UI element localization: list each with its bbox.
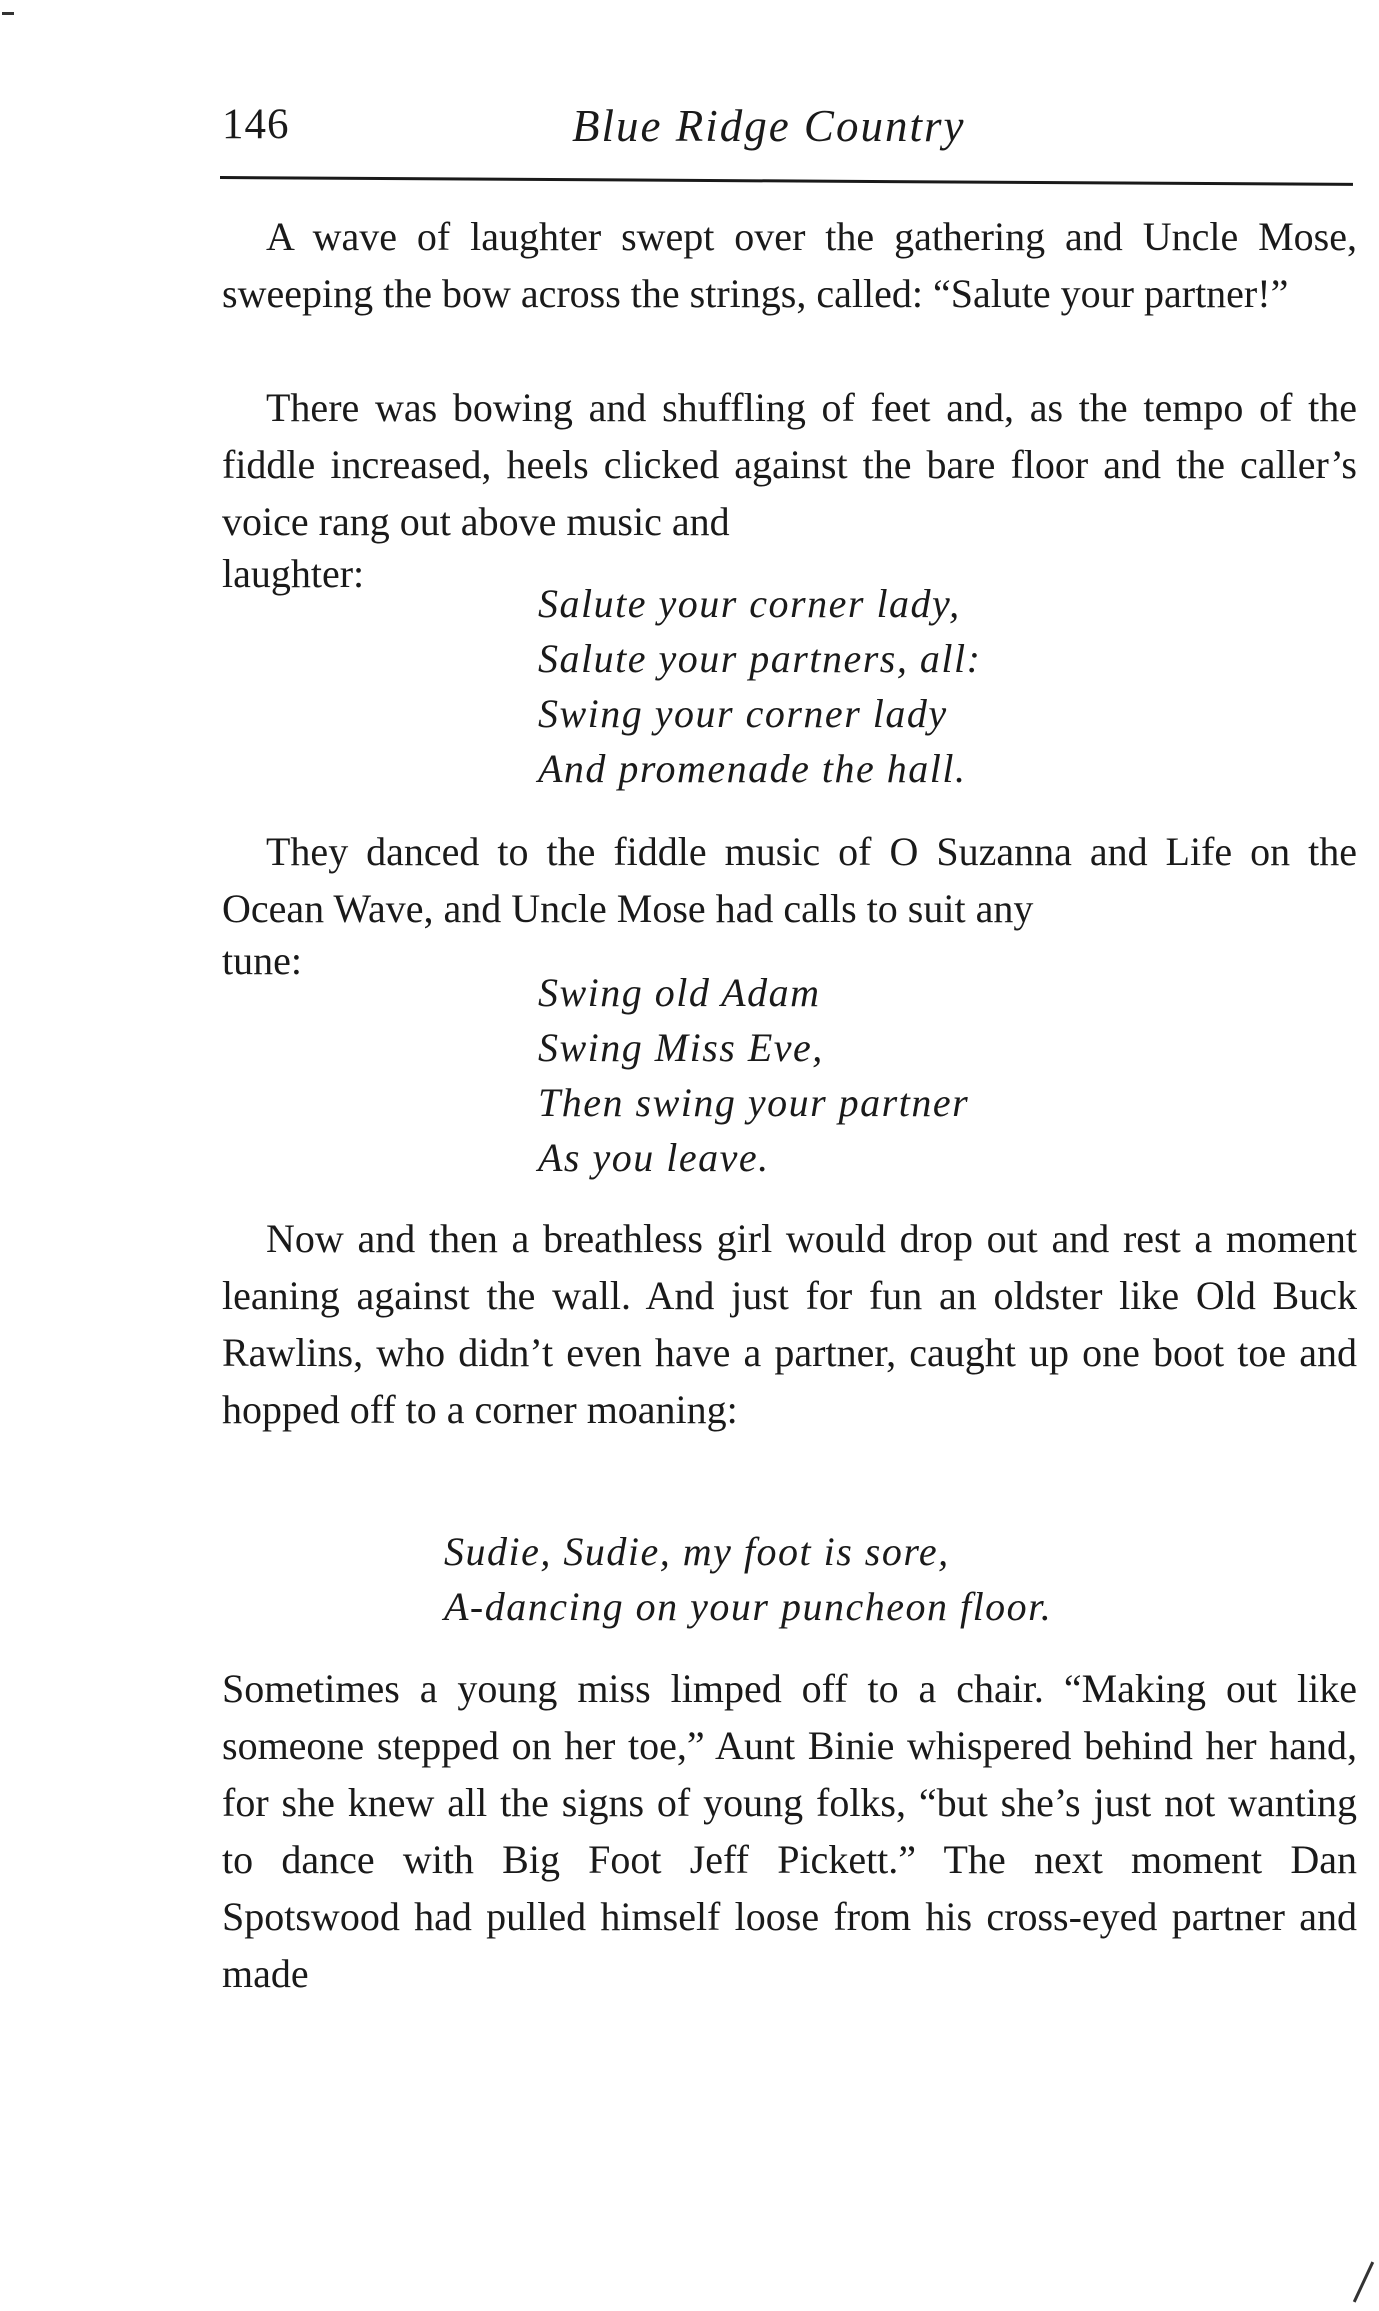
paragraph-2 bbox=[222, 379, 1357, 550]
paragraph-text: They danced to the fiddle music of O Suzanna and Life on the Ocean Wave, and Uncle Mose had calls to suit any bbox=[222, 829, 1357, 931]
verse-1 bbox=[538, 576, 981, 796]
page-header bbox=[222, 100, 1357, 170]
scan-mark bbox=[1353, 2261, 1374, 2302]
running-title: Blue Ridge Country bbox=[572, 101, 966, 151]
verse-line: Sudie, Sudie, my foot is sore, bbox=[444, 1529, 950, 1574]
paragraph-5 bbox=[222, 1660, 1357, 2002]
verse-line: A-dancing on your puncheon floor. bbox=[444, 1584, 1053, 1629]
verse-line: Swing your corner lady bbox=[538, 691, 948, 736]
header-rule bbox=[220, 176, 1353, 186]
paragraph-text: A wave of laughter swept over the gathering and Uncle Mose, sweeping the bow across the strings, called: “Salute your partner!” bbox=[222, 214, 1357, 316]
verse-3 bbox=[444, 1524, 1052, 1634]
verse-line: Swing Miss Eve, bbox=[538, 1025, 824, 1070]
verse-line: As you leave. bbox=[538, 1135, 770, 1180]
paragraph-4 bbox=[222, 1210, 1357, 1438]
paragraph-3 bbox=[222, 823, 1357, 937]
paragraph-3-end: tune: bbox=[222, 938, 302, 983]
verse-line: Then swing your partner bbox=[538, 1080, 970, 1125]
verse-line: Salute your corner lady, bbox=[538, 581, 961, 626]
verse-2 bbox=[538, 965, 969, 1185]
paragraph-text: Now and then a breathless girl would drop out and rest a moment leaning against the wall. And just for fun an oldster like Old Buck Rawlins, who didn’t even have a partner, caught up one boot toe and hopped off to a corner moaning: bbox=[222, 1216, 1357, 1432]
paragraph-text: Sometimes a young miss limped off to a chair. “Making out like someone stepped on her toe,” Aunt Binie whispered behind her hand, for she knew all the signs of young folks, “but she’s just not wanting to dance with Big Foot Jeff Pickett.” The next moment Dan Spotswood had pulled himself loose from his cross-eyed partner and made bbox=[222, 1666, 1357, 1996]
scan-mark bbox=[2, 12, 14, 15]
verse-line: Swing old Adam bbox=[538, 970, 821, 1015]
paragraph-text: There was bowing and shuffling of feet and, as the tempo of the fiddle increased, heels clicked against the bare floor and the caller’s voice rang out above music and bbox=[222, 385, 1357, 544]
paragraph-1 bbox=[222, 208, 1357, 322]
page-number: 146 bbox=[222, 101, 290, 148]
verse-line: Salute your partners, all: bbox=[538, 636, 982, 681]
paragraph-2-end: laughter: bbox=[222, 551, 365, 596]
verse-line: And promenade the hall. bbox=[538, 746, 967, 791]
